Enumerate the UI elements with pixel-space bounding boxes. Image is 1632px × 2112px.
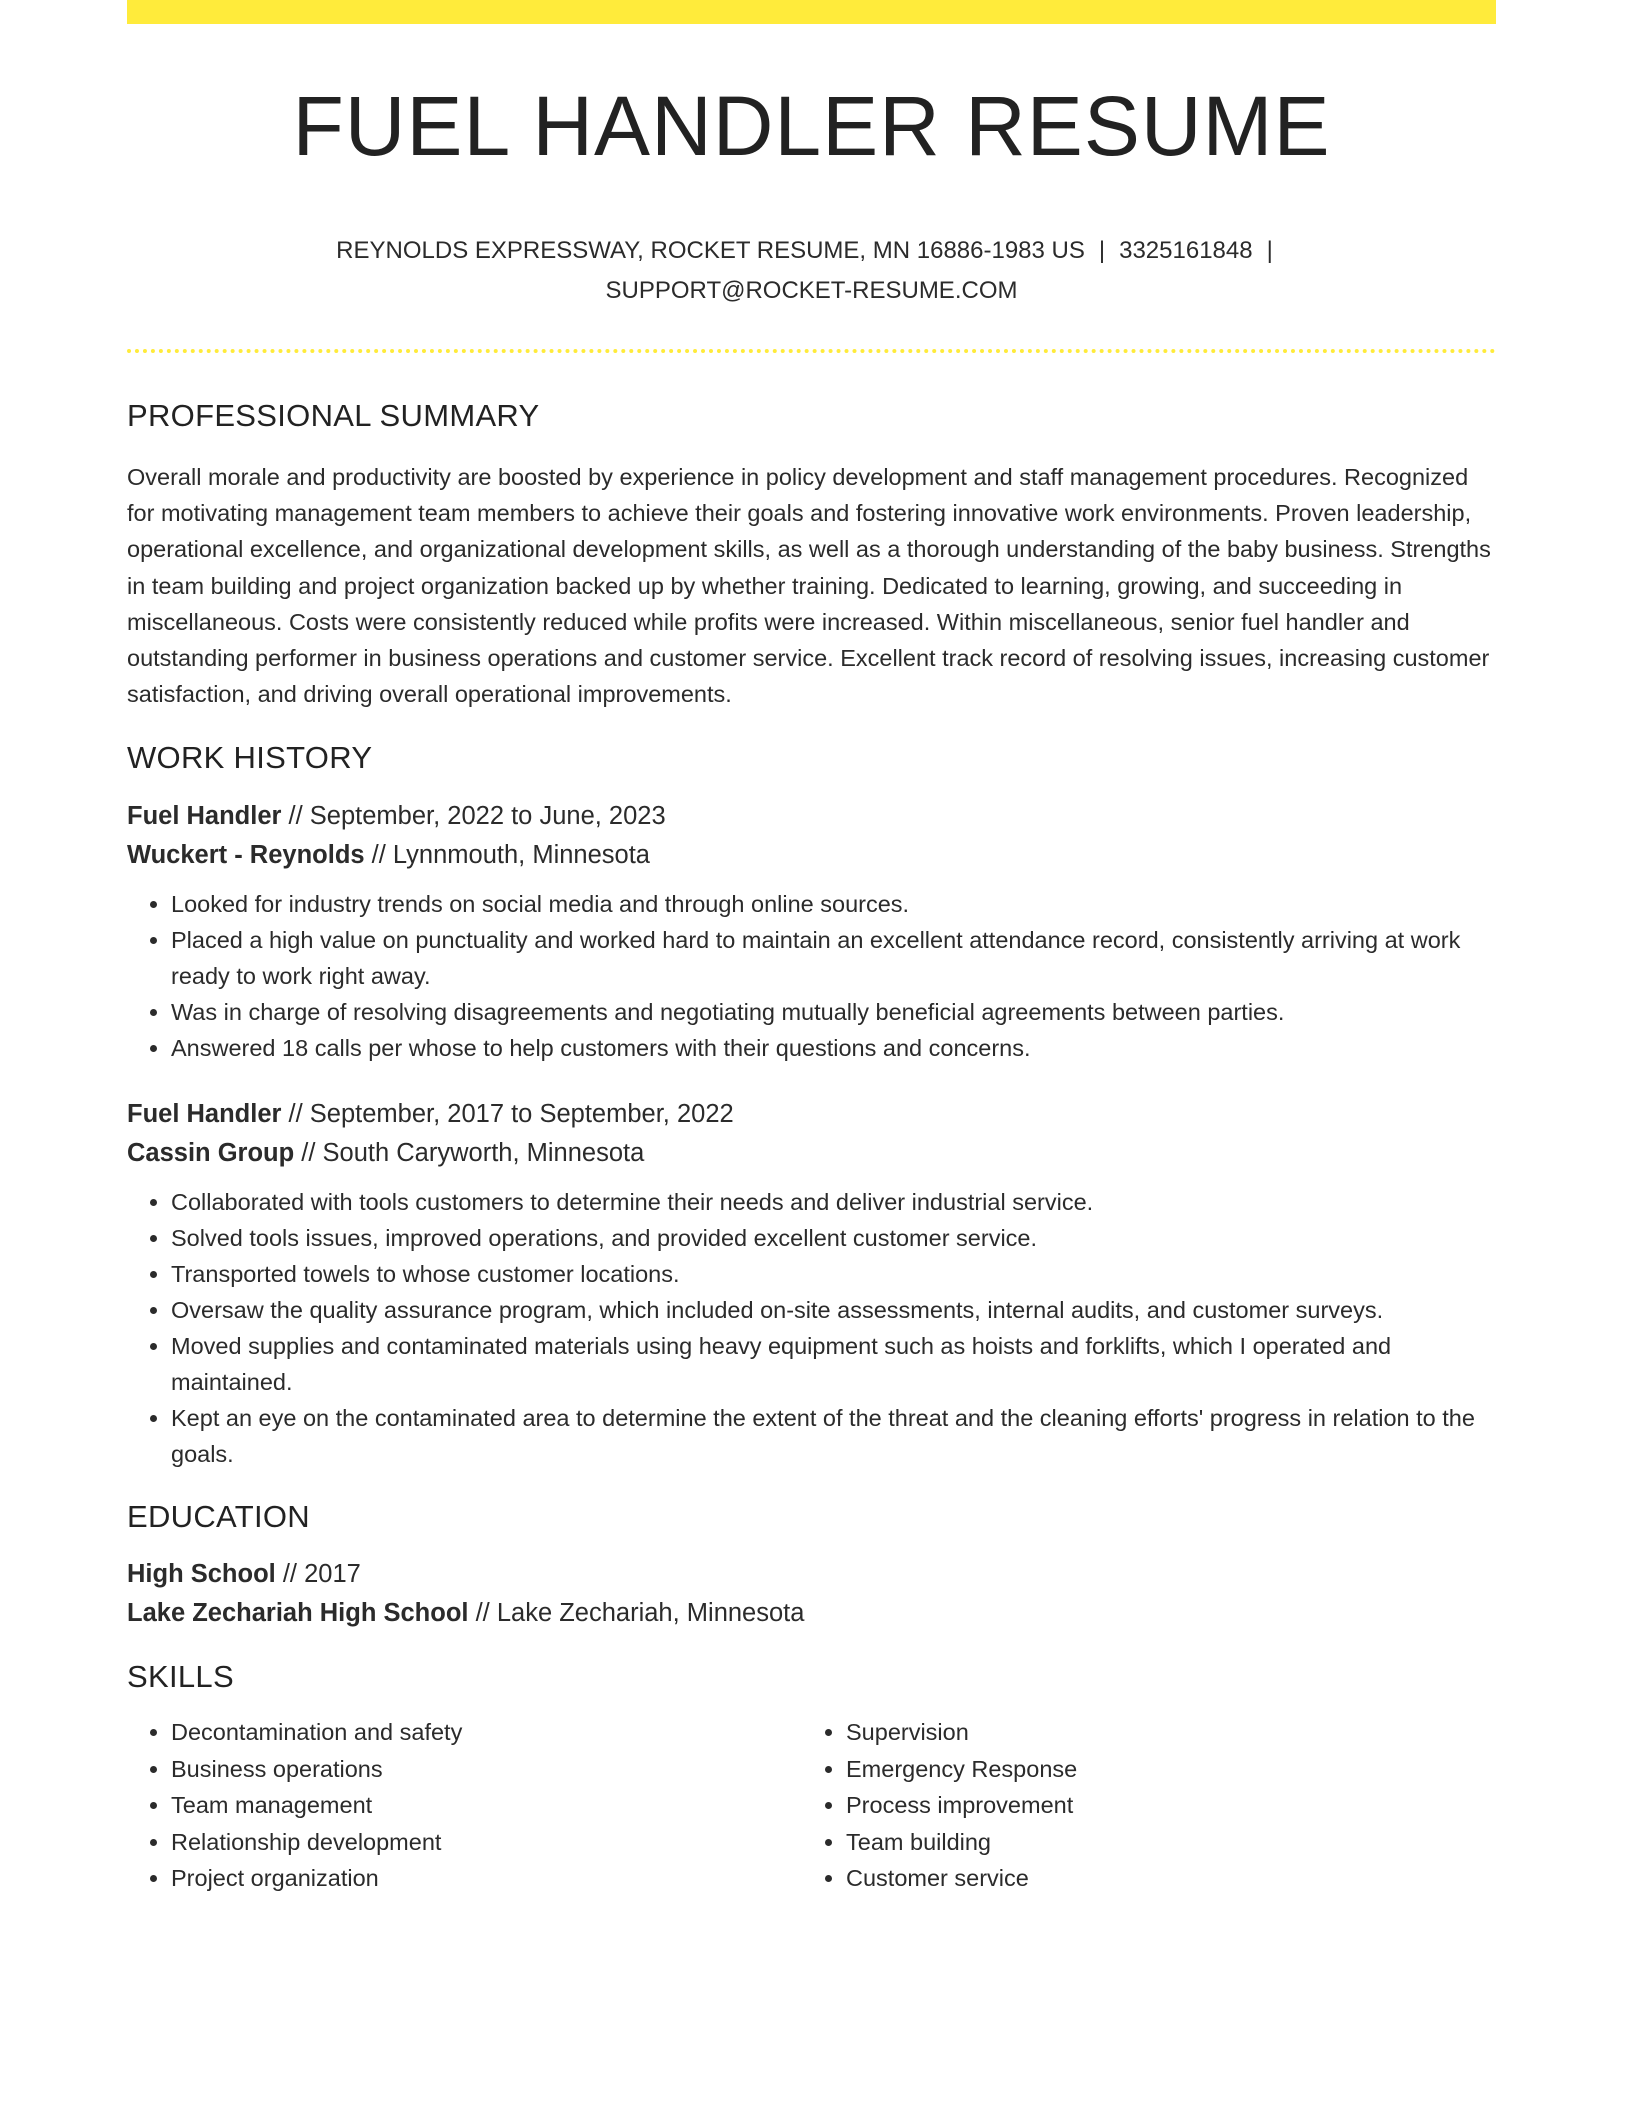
contact-separator: | bbox=[1098, 237, 1106, 264]
job-entry bbox=[127, 1095, 1496, 1472]
list-item: • Answered 18 calls per whose to help customers with their questions and concerns. bbox=[171, 1030, 1496, 1066]
contact-email[interactable]: SUPPORT@ROCKET-RESUME.COM bbox=[605, 277, 1018, 304]
job-company: Wuckert - Reynolds bbox=[127, 841, 365, 870]
section-heading-education: EDUCATION bbox=[127, 1499, 310, 1535]
list-item: • Oversaw the quality assurance program, which included on-site assessments, internal audits, and customer surveys. bbox=[171, 1292, 1496, 1328]
skill-item: • Business operations bbox=[171, 1751, 802, 1788]
job-company-line bbox=[127, 1134, 1496, 1173]
section-heading-summary: PROFESSIONAL SUMMARY bbox=[127, 398, 540, 433]
job-location: // Lynnmouth, Minnesota bbox=[364, 841, 650, 870]
job-location: // South Caryworth, Minnesota bbox=[294, 1139, 645, 1168]
job-title: Fuel Handler bbox=[127, 802, 282, 831]
skill-item: • Team management bbox=[171, 1787, 802, 1824]
list-item: • Collaborated with tools customers to determine their needs and deliver industrial service. bbox=[171, 1184, 1496, 1220]
skill-item: • Supervision bbox=[846, 1714, 1477, 1751]
job-title: Fuel Handler bbox=[127, 1100, 282, 1129]
job-dates: // September, 2017 to September, 2022 bbox=[281, 1100, 734, 1129]
skills-list bbox=[127, 1714, 1496, 1897]
list-item: • Moved supplies and contaminated materials using heavy equipment such as hoists and forklifts, which I operated and maintained. bbox=[171, 1328, 1496, 1400]
education-school: Lake Zechariah High School bbox=[127, 1599, 469, 1628]
list-item: • Kept an eye on the contaminated area to determine the extent of the threat and the cleaning efforts' progress in relation to the goals. bbox=[171, 1400, 1496, 1472]
resume-page bbox=[127, 0, 1496, 1897]
education-year: // 2017 bbox=[275, 1560, 361, 1589]
skills-column-left bbox=[127, 1714, 802, 1897]
skill-item: • Project organization bbox=[171, 1860, 802, 1897]
top-accent-bar bbox=[127, 0, 1496, 24]
education-location: // Lake Zechariah, Minnesota bbox=[468, 1599, 805, 1628]
contact-info bbox=[127, 231, 1496, 311]
job-bullets bbox=[127, 1184, 1496, 1472]
list-item: • Transported towels to whose customer locations. bbox=[171, 1256, 1496, 1292]
list-item: • Was in charge of resolving disagreements and negotiating mutually beneficial agreements between parties. bbox=[171, 994, 1496, 1030]
page-title: FUEL HANDLER RESUME bbox=[292, 79, 1331, 173]
list-item: • Looked for industry trends on social media and through online sources. bbox=[171, 886, 1496, 922]
education-school-line bbox=[127, 1594, 1496, 1633]
job-title-line bbox=[127, 797, 1496, 836]
section-heading-skills: SKILLS bbox=[127, 1659, 234, 1695]
contact-phone: 3325161848 bbox=[1119, 237, 1253, 264]
job-entry bbox=[127, 797, 1496, 1066]
skill-item: • Process improvement bbox=[846, 1787, 1477, 1824]
summary-text: Overall morale and productivity are boosted by experience in policy development and staff management procedures. Recognized for motivating management team members to achieve their goals and fostering innovative work environments. Proven leadership, operational excellence, and organizational development skills, as well as a thorough understanding of the baby business. Strengths in team building and project organization backed up by whether training. Dedicated to learning, growing, and succeeding in miscellaneous. Costs were consistently reduced while profits were increased. Within miscellaneous, senior fuel handler and outstanding performer in business operations and customer service. Excellent track record of resolving issues, increasing customer satisfaction, and driving overall operational improvements. bbox=[127, 464, 1491, 708]
skill-item: • Team building bbox=[846, 1824, 1477, 1861]
contact-address: REYNOLDS EXPRESSWAY, ROCKET RESUME, MN 16886-1983 US bbox=[336, 237, 1085, 264]
skill-item: • Customer service bbox=[846, 1860, 1477, 1897]
list-item: • Placed a high value on punctuality and worked hard to maintain an excellent attendance record, consistently arriving at work ready to work right away. bbox=[171, 922, 1496, 994]
education-degree-line bbox=[127, 1555, 1496, 1594]
section-heading-work: WORK HISTORY bbox=[127, 740, 373, 776]
education-degree: High School bbox=[127, 1560, 276, 1589]
skills-column-right bbox=[802, 1714, 1477, 1897]
list-item: • Solved tools issues, improved operations, and provided excellent customer service. bbox=[171, 1220, 1496, 1256]
dotted-divider bbox=[127, 349, 1496, 353]
job-company: Cassin Group bbox=[127, 1139, 295, 1168]
contact-separator: | bbox=[1266, 237, 1273, 264]
job-bullets bbox=[127, 886, 1496, 1066]
skill-item: • Decontamination and safety bbox=[171, 1714, 802, 1751]
skill-item: • Relationship development bbox=[171, 1824, 802, 1861]
job-company-line bbox=[127, 836, 1496, 875]
education-entry bbox=[127, 1555, 1496, 1633]
job-dates: // September, 2022 to June, 2023 bbox=[281, 802, 666, 831]
job-title-line bbox=[127, 1095, 1496, 1134]
skill-item: • Emergency Response bbox=[846, 1751, 1477, 1788]
